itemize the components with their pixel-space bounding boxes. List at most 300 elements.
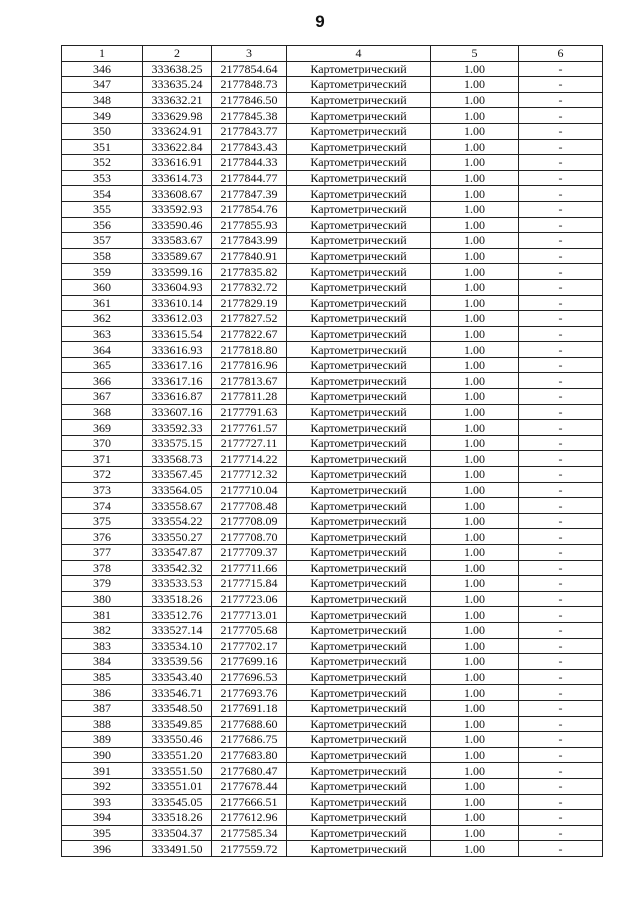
table-cell: 1.00 xyxy=(431,638,519,654)
table-cell: 1.00 xyxy=(431,248,519,264)
table-cell: Картометрический xyxy=(287,841,431,857)
table-cell: 2177699.16 xyxy=(212,654,287,670)
table-row xyxy=(62,732,603,748)
table-cell: 365 xyxy=(62,357,143,373)
table-cell: 352 xyxy=(62,155,143,171)
table-cell: 1.00 xyxy=(431,279,519,295)
table-cell: 377 xyxy=(62,545,143,561)
table-cell: 2177680.47 xyxy=(212,763,287,779)
table-cell: 333548.50 xyxy=(143,700,212,716)
table-cell: - xyxy=(519,404,603,420)
table-cell: Картометрический xyxy=(287,435,431,451)
table-cell: 333527.14 xyxy=(143,622,212,638)
table-cell: 1.00 xyxy=(431,373,519,389)
table-cell: - xyxy=(519,716,603,732)
table-cell: - xyxy=(519,123,603,139)
table-cell: 2177723.06 xyxy=(212,591,287,607)
table-cell: 362 xyxy=(62,311,143,327)
table-cell: 2177847.39 xyxy=(212,186,287,202)
table-cell: - xyxy=(519,638,603,654)
table-cell: 1.00 xyxy=(431,763,519,779)
table-cell: 2177686.75 xyxy=(212,732,287,748)
table-cell: 2177844.33 xyxy=(212,155,287,171)
table-cell: 2177791.63 xyxy=(212,404,287,420)
table-cell: - xyxy=(519,560,603,576)
table-cell: 2177714.22 xyxy=(212,451,287,467)
table-cell: 354 xyxy=(62,186,143,202)
table-row xyxy=(62,810,603,826)
table-row xyxy=(62,638,603,654)
table-cell: 2177678.44 xyxy=(212,778,287,794)
table-cell: 2177713.01 xyxy=(212,607,287,623)
table-cell: Картометрический xyxy=(287,404,431,420)
table-cell: Картометрический xyxy=(287,326,431,342)
table-cell: 1.00 xyxy=(431,669,519,685)
table-cell: 383 xyxy=(62,638,143,654)
table-cell: Картометрический xyxy=(287,61,431,77)
table-cell: Картометрический xyxy=(287,700,431,716)
table-cell: 360 xyxy=(62,279,143,295)
column-header: 6 xyxy=(519,46,603,62)
table-cell: 333543.40 xyxy=(143,669,212,685)
table-cell: Картометрический xyxy=(287,233,431,249)
table-cell: - xyxy=(519,139,603,155)
table-cell: 333635.24 xyxy=(143,77,212,93)
table-cell: - xyxy=(519,778,603,794)
table-cell: 388 xyxy=(62,716,143,732)
table-cell: 2177816.96 xyxy=(212,357,287,373)
table-cell: 2177843.43 xyxy=(212,139,287,155)
table-cell: 2177696.53 xyxy=(212,669,287,685)
table-row xyxy=(62,342,603,358)
table-cell: - xyxy=(519,233,603,249)
table-cell: 1.00 xyxy=(431,311,519,327)
table-cell: - xyxy=(519,654,603,670)
table-cell: 333533.53 xyxy=(143,576,212,592)
table-cell: 380 xyxy=(62,591,143,607)
table-cell: 1.00 xyxy=(431,139,519,155)
table-cell: 1.00 xyxy=(431,498,519,514)
table-cell: 333568.73 xyxy=(143,451,212,467)
table-cell: - xyxy=(519,700,603,716)
table-cell: 1.00 xyxy=(431,342,519,358)
table-cell: 1.00 xyxy=(431,389,519,405)
table-cell: 1.00 xyxy=(431,326,519,342)
table-cell: 376 xyxy=(62,529,143,545)
table-cell: 395 xyxy=(62,825,143,841)
table-row xyxy=(62,264,603,280)
table-cell: - xyxy=(519,669,603,685)
table-cell: - xyxy=(519,342,603,358)
page-number: 9 xyxy=(315,12,325,31)
table-row xyxy=(62,451,603,467)
table-cell: 1.00 xyxy=(431,825,519,841)
table-cell: 333615.54 xyxy=(143,326,212,342)
table-cell: - xyxy=(519,264,603,280)
table-cell: Картометрический xyxy=(287,638,431,654)
table-row xyxy=(62,467,603,483)
table-cell: 333518.26 xyxy=(143,810,212,826)
table-cell: 1.00 xyxy=(431,467,519,483)
table-cell: 371 xyxy=(62,451,143,467)
table-cell: - xyxy=(519,794,603,810)
table-cell: 1.00 xyxy=(431,716,519,732)
table-cell: 391 xyxy=(62,763,143,779)
table-row xyxy=(62,763,603,779)
table-row xyxy=(62,217,603,233)
table-cell: 374 xyxy=(62,498,143,514)
table-cell: Картометрический xyxy=(287,576,431,592)
table-cell: 2177705.68 xyxy=(212,622,287,638)
table-row xyxy=(62,108,603,124)
table-cell: Картометрический xyxy=(287,498,431,514)
table-cell: 2177761.57 xyxy=(212,420,287,436)
table-cell: Картометрический xyxy=(287,295,431,311)
table-cell: - xyxy=(519,357,603,373)
table-cell: 357 xyxy=(62,233,143,249)
table-cell: 2177559.72 xyxy=(212,841,287,857)
table-cell: 390 xyxy=(62,747,143,763)
table-cell: - xyxy=(519,201,603,217)
table-cell: 1.00 xyxy=(431,607,519,623)
table-cell: 2177811.28 xyxy=(212,389,287,405)
table-cell: Картометрический xyxy=(287,420,431,436)
table-cell: - xyxy=(519,389,603,405)
table-cell: 346 xyxy=(62,61,143,77)
table-cell: 333558.67 xyxy=(143,498,212,514)
table-row xyxy=(62,326,603,342)
table-cell: 2177712.32 xyxy=(212,467,287,483)
table-cell: - xyxy=(519,607,603,623)
table-cell: 387 xyxy=(62,700,143,716)
table-cell: 385 xyxy=(62,669,143,685)
table-cell: 2177693.76 xyxy=(212,685,287,701)
table-cell: 2177691.18 xyxy=(212,700,287,716)
table-cell: 394 xyxy=(62,810,143,826)
table-cell: 1.00 xyxy=(431,61,519,77)
table-cell: 1.00 xyxy=(431,513,519,529)
table-cell: 348 xyxy=(62,92,143,108)
table-cell: 1.00 xyxy=(431,295,519,311)
table-cell: 2177848.73 xyxy=(212,77,287,93)
column-header: 2 xyxy=(143,46,212,62)
table-cell: Картометрический xyxy=(287,139,431,155)
table-cell: 333550.27 xyxy=(143,529,212,545)
table-cell: 2177818.80 xyxy=(212,342,287,358)
table-cell: 356 xyxy=(62,217,143,233)
table-cell: 333550.46 xyxy=(143,732,212,748)
table-cell: 333624.91 xyxy=(143,123,212,139)
table-row xyxy=(62,498,603,514)
table-cell: 2177708.09 xyxy=(212,513,287,529)
table-cell: 333551.20 xyxy=(143,747,212,763)
table-cell: 333599.16 xyxy=(143,264,212,280)
table-cell: Картометрический xyxy=(287,591,431,607)
table-row xyxy=(62,513,603,529)
table-cell: - xyxy=(519,61,603,77)
table-cell: 361 xyxy=(62,295,143,311)
table-cell: Картометрический xyxy=(287,264,431,280)
table-cell: 2177709.37 xyxy=(212,545,287,561)
table-cell: - xyxy=(519,498,603,514)
table-cell: - xyxy=(519,311,603,327)
table-cell: - xyxy=(519,747,603,763)
column-header: 1 xyxy=(62,46,143,62)
table-cell: Картометрический xyxy=(287,763,431,779)
table-cell: - xyxy=(519,217,603,233)
table-cell: 1.00 xyxy=(431,77,519,93)
table-cell: - xyxy=(519,326,603,342)
table-cell: 2177846.50 xyxy=(212,92,287,108)
table-cell: 2177585.34 xyxy=(212,825,287,841)
table-cell: Картометрический xyxy=(287,669,431,685)
table-cell: 1.00 xyxy=(431,545,519,561)
table-cell: - xyxy=(519,685,603,701)
table-cell: 333564.05 xyxy=(143,482,212,498)
table-cell: 2177612.96 xyxy=(212,810,287,826)
table-cell: - xyxy=(519,763,603,779)
table-cell: 333551.01 xyxy=(143,778,212,794)
table-cell: 355 xyxy=(62,201,143,217)
table-cell: 333567.45 xyxy=(143,467,212,483)
table-cell: 396 xyxy=(62,841,143,857)
table-row xyxy=(62,248,603,264)
table-row xyxy=(62,482,603,498)
table-cell: 2177843.99 xyxy=(212,233,287,249)
table-row xyxy=(62,420,603,436)
table-row xyxy=(62,607,603,623)
table-cell: 333539.56 xyxy=(143,654,212,670)
table-cell: 333583.67 xyxy=(143,233,212,249)
table-cell: 369 xyxy=(62,420,143,436)
table-cell: 1.00 xyxy=(431,404,519,420)
table-cell: 381 xyxy=(62,607,143,623)
table-cell: 375 xyxy=(62,513,143,529)
table-cell: 364 xyxy=(62,342,143,358)
table-cell: 1.00 xyxy=(431,155,519,171)
table-cell: 333592.93 xyxy=(143,201,212,217)
table-cell: 392 xyxy=(62,778,143,794)
table-cell: 1.00 xyxy=(431,482,519,498)
table-cell: Картометрический xyxy=(287,357,431,373)
table-row xyxy=(62,233,603,249)
table-cell: Картометрический xyxy=(287,513,431,529)
table-cell: 333592.33 xyxy=(143,420,212,436)
table-cell: - xyxy=(519,591,603,607)
table-cell: 1.00 xyxy=(431,685,519,701)
table-cell: 389 xyxy=(62,732,143,748)
table-cell: 372 xyxy=(62,467,143,483)
table-cell: Картометрический xyxy=(287,467,431,483)
table-row xyxy=(62,389,603,405)
table-cell: Картометрический xyxy=(287,545,431,561)
table-cell: 359 xyxy=(62,264,143,280)
table-cell: Картометрический xyxy=(287,279,431,295)
table-cell: 2177844.77 xyxy=(212,170,287,186)
table-cell: Картометрический xyxy=(287,560,431,576)
table-row xyxy=(62,529,603,545)
table-cell: 333612.03 xyxy=(143,311,212,327)
table-cell: - xyxy=(519,155,603,171)
table-cell: 1.00 xyxy=(431,170,519,186)
table-cell: 2177708.48 xyxy=(212,498,287,514)
table-cell: 333604.93 xyxy=(143,279,212,295)
table-cell: - xyxy=(519,825,603,841)
table-cell: 1.00 xyxy=(431,747,519,763)
table-cell: - xyxy=(519,467,603,483)
table-cell: 1.00 xyxy=(431,233,519,249)
table-row xyxy=(62,685,603,701)
table-cell: Картометрический xyxy=(287,108,431,124)
table-cell: 347 xyxy=(62,77,143,93)
table-cell: Картометрический xyxy=(287,311,431,327)
column-header: 5 xyxy=(431,46,519,62)
table-cell: 333622.84 xyxy=(143,139,212,155)
table-cell: Картометрический xyxy=(287,732,431,748)
table-cell: 368 xyxy=(62,404,143,420)
table-cell: 2177855.93 xyxy=(212,217,287,233)
table-cell: Картометрический xyxy=(287,342,431,358)
table-cell: - xyxy=(519,186,603,202)
table-cell: 1.00 xyxy=(431,622,519,638)
table-cell: Картометрический xyxy=(287,451,431,467)
table-cell: 2177832.72 xyxy=(212,279,287,295)
table-cell: 1.00 xyxy=(431,810,519,826)
table-cell: 351 xyxy=(62,139,143,155)
table-cell: Картометрический xyxy=(287,201,431,217)
table-cell: 2177845.38 xyxy=(212,108,287,124)
table-cell: 2177843.77 xyxy=(212,123,287,139)
column-header: 4 xyxy=(287,46,431,62)
table-cell: - xyxy=(519,170,603,186)
table-cell: - xyxy=(519,576,603,592)
table-cell: Картометрический xyxy=(287,373,431,389)
table-cell: - xyxy=(519,295,603,311)
table-row xyxy=(62,747,603,763)
table-cell: Картометрический xyxy=(287,217,431,233)
table-cell: 2177715.84 xyxy=(212,576,287,592)
table-cell: - xyxy=(519,77,603,93)
table-row xyxy=(62,669,603,685)
table-cell: 333629.98 xyxy=(143,108,212,124)
coordinates-table xyxy=(61,45,603,857)
table-cell: 333632.21 xyxy=(143,92,212,108)
table-cell: Картометрический xyxy=(287,529,431,545)
table-header-row xyxy=(62,46,603,62)
table-cell: Картометрический xyxy=(287,685,431,701)
table-row xyxy=(62,295,603,311)
table-cell: 1.00 xyxy=(431,217,519,233)
table-cell: - xyxy=(519,841,603,857)
table-cell: 333491.50 xyxy=(143,841,212,857)
table-cell: 333518.26 xyxy=(143,591,212,607)
table-row xyxy=(62,794,603,810)
table-cell: 1.00 xyxy=(431,700,519,716)
table-cell: 333542.32 xyxy=(143,560,212,576)
table-cell: 1.00 xyxy=(431,435,519,451)
table-cell: 2177727.11 xyxy=(212,435,287,451)
table-cell: 378 xyxy=(62,560,143,576)
table-cell: 1.00 xyxy=(431,576,519,592)
table-row xyxy=(62,373,603,389)
table-cell: 1.00 xyxy=(431,108,519,124)
table-cell: 333616.91 xyxy=(143,155,212,171)
table-cell: 379 xyxy=(62,576,143,592)
table-row xyxy=(62,139,603,155)
table-cell: 384 xyxy=(62,654,143,670)
table-cell: 333590.46 xyxy=(143,217,212,233)
table-row xyxy=(62,716,603,732)
table-cell: Картометрический xyxy=(287,778,431,794)
table-cell: 350 xyxy=(62,123,143,139)
table-cell: 370 xyxy=(62,435,143,451)
table-cell: 1.00 xyxy=(431,357,519,373)
table-row xyxy=(62,591,603,607)
table-cell: 349 xyxy=(62,108,143,124)
table-cell: 2177813.67 xyxy=(212,373,287,389)
table-cell: Картометрический xyxy=(287,482,431,498)
table-cell: 2177683.80 xyxy=(212,747,287,763)
table-cell: Картометрический xyxy=(287,77,431,93)
table-cell: - xyxy=(519,732,603,748)
table-cell: - xyxy=(519,513,603,529)
table-row xyxy=(62,186,603,202)
table-cell: 2177711.66 xyxy=(212,560,287,576)
table-cell: 2177840.91 xyxy=(212,248,287,264)
table-cell: 2177854.64 xyxy=(212,61,287,77)
table-cell: 367 xyxy=(62,389,143,405)
table-cell: - xyxy=(519,622,603,638)
table-row xyxy=(62,311,603,327)
table-cell: 366 xyxy=(62,373,143,389)
table-cell: 333608.67 xyxy=(143,186,212,202)
table-cell: 1.00 xyxy=(431,186,519,202)
table-cell: 1.00 xyxy=(431,654,519,670)
table-cell: - xyxy=(519,92,603,108)
table-cell: 1.00 xyxy=(431,778,519,794)
table-cell: 1.00 xyxy=(431,529,519,545)
table-cell: 333545.05 xyxy=(143,794,212,810)
table-cell: - xyxy=(519,279,603,295)
table-row xyxy=(62,576,603,592)
table-cell: Картометрический xyxy=(287,170,431,186)
table-cell: 2177827.52 xyxy=(212,311,287,327)
table-cell: 1.00 xyxy=(431,264,519,280)
table-cell: Картометрический xyxy=(287,389,431,405)
table-cell: Картометрический xyxy=(287,825,431,841)
table-cell: 393 xyxy=(62,794,143,810)
table-cell: Картометрический xyxy=(287,716,431,732)
table-cell: - xyxy=(519,248,603,264)
table-cell: Картометрический xyxy=(287,92,431,108)
table-cell: 2177835.82 xyxy=(212,264,287,280)
table-cell: 358 xyxy=(62,248,143,264)
table-row xyxy=(62,92,603,108)
table-cell: - xyxy=(519,420,603,436)
table-row xyxy=(62,825,603,841)
table-cell: - xyxy=(519,545,603,561)
table-cell: 333614.73 xyxy=(143,170,212,186)
table-row xyxy=(62,170,603,186)
table-cell: 333617.16 xyxy=(143,373,212,389)
table-row xyxy=(62,622,603,638)
table-cell: 1.00 xyxy=(431,591,519,607)
column-header: 3 xyxy=(212,46,287,62)
table-cell: 1.00 xyxy=(431,841,519,857)
table-cell: 1.00 xyxy=(431,732,519,748)
table-cell: 333575.15 xyxy=(143,435,212,451)
table-cell: 2177710.04 xyxy=(212,482,287,498)
